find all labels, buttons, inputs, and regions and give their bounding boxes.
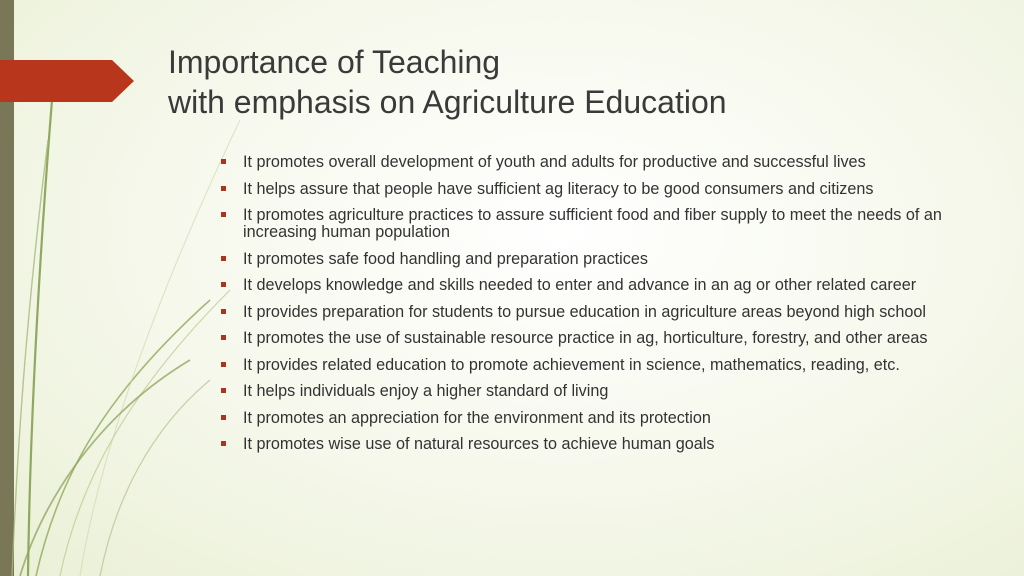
- bullet-text: It helps individuals enjoy a higher standard of living: [243, 382, 609, 400]
- bullet-item: [218, 181, 998, 198]
- bullet-item: [218, 304, 998, 321]
- bullet-item: [218, 154, 998, 171]
- square-bullet-icon: [221, 362, 226, 367]
- bullet-text: It promotes agriculture practices to assure sufficient food and fiber supply to meet the needs of an increasing human population: [243, 206, 942, 241]
- bullet-list: [218, 154, 998, 463]
- bullet-text: It promotes safe food handling and preparation practices: [243, 249, 648, 268]
- bullet-item: [218, 436, 998, 453]
- bullet-text: It provides preparation for students to pursue education in agriculture areas beyond high school: [243, 302, 926, 321]
- square-bullet-icon: [221, 186, 226, 191]
- title-flag-shape: [0, 60, 134, 102]
- square-bullet-icon: [221, 282, 226, 287]
- title-line-1: Importance of Teaching: [168, 44, 501, 80]
- bullet-item: [218, 207, 998, 241]
- bullet-item: [218, 277, 998, 294]
- square-bullet-icon: [221, 441, 226, 446]
- bullet-item: [218, 330, 998, 347]
- bullet-item: [218, 410, 998, 427]
- bullet-item: [218, 383, 998, 400]
- square-bullet-icon: [221, 159, 226, 164]
- bullet-text: It promotes an appreciation for the environment and its protection: [243, 408, 711, 427]
- square-bullet-icon: [221, 335, 226, 340]
- slide-title: [168, 42, 988, 122]
- bullet-text: It promotes wise use of natural resources to achieve human goals: [243, 435, 715, 453]
- square-bullet-icon: [221, 256, 226, 261]
- bullet-text: It provides related education to promote achievement in science, mathematics, reading, etc.: [243, 355, 900, 374]
- square-bullet-icon: [221, 212, 226, 217]
- bullet-text: It helps assure that people have sufficient ag literacy to be good consumers and citizens: [243, 179, 874, 198]
- bullet-item: [218, 357, 998, 374]
- bullet-item: [218, 251, 998, 268]
- square-bullet-icon: [221, 415, 226, 420]
- bullet-text: It promotes the use of sustainable resource practice in ag, horticulture, forestry, and other areas: [243, 329, 928, 347]
- bullet-text: It develops knowledge and skills needed to enter and advance in an ag or other related career: [243, 276, 917, 294]
- bullet-text: It promotes overall development of youth and adults for productive and successful lives: [243, 153, 866, 171]
- title-line-2: with emphasis on Agriculture Education: [168, 84, 727, 120]
- square-bullet-icon: [221, 388, 226, 393]
- square-bullet-icon: [221, 309, 226, 314]
